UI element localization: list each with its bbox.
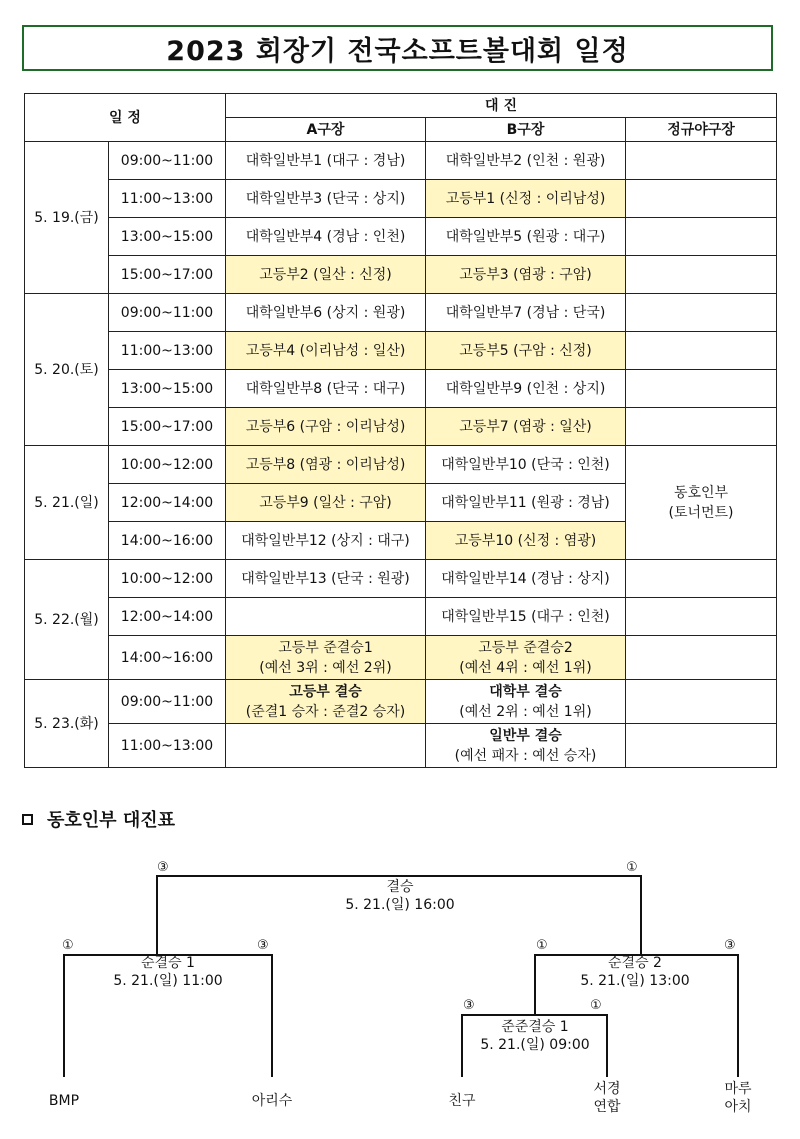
team-name: BMP <box>48 1093 80 1109</box>
date-cell: 5. 21.(일) <box>25 446 109 560</box>
team-name: 아리수 <box>251 1093 293 1109</box>
team-name: 서경 연합 <box>593 1081 621 1115</box>
page-title-text: 2023 회장기 전국소프트볼대회 일정 <box>166 35 629 67</box>
final-seed-left: ③ <box>157 860 169 875</box>
time-cell: 11:00~13:00 <box>109 724 226 768</box>
date-cell: 5. 22.(월) <box>25 560 109 680</box>
match-b-cell: 대학일반부7 (경남 : 단국) <box>426 294 626 332</box>
header-field-a: A구장 <box>226 118 426 142</box>
match-a-cell: 고등부9 (일산 : 구암) <box>226 484 426 522</box>
semi1-match-label <box>68 954 268 990</box>
semi2-seed-left: ① <box>536 938 548 953</box>
time-cell: 13:00~15:00 <box>109 218 226 256</box>
date-cell: 5. 19.(금) <box>25 142 109 294</box>
match-b-cell: 고등부1 (신정 : 이리남성) <box>426 180 626 218</box>
final-time: 5. 21.(일) 16:00 <box>345 897 455 913</box>
date-cell: 5. 20.(토) <box>25 294 109 446</box>
semi2-seed-right: ③ <box>724 938 736 953</box>
match-a-line1: 고등부 준결승1 <box>278 639 373 656</box>
match-b-cell: 대학일반부10 (단국 : 인천) <box>426 446 626 484</box>
match-b-line1: 고등부 준결승2 <box>478 639 573 656</box>
match-a-cell: 대학일반부1 (대구 : 경남) <box>226 142 426 180</box>
match-a-cell: 대학일반부3 (단국 : 상지) <box>226 180 426 218</box>
time-cell: 12:00~14:00 <box>109 598 226 636</box>
match-a-cell: 대학일반부12 (상지 : 대구) <box>226 522 426 560</box>
time-cell: 10:00~12:00 <box>109 446 226 484</box>
match-b-cell: 대학일반부9 (인천 : 상지) <box>426 370 626 408</box>
match-b-cell: 고등부10 (신정 : 염광) <box>426 522 626 560</box>
semi2-match-label <box>535 954 735 990</box>
time-cell: 11:00~13:00 <box>109 180 226 218</box>
qf-seed-left: ③ <box>463 998 475 1013</box>
match-b-cell: 대학일반부11 (원광 : 경남) <box>426 484 626 522</box>
time-cell: 09:00~11:00 <box>109 142 226 180</box>
match-b-line2: (예선 패자 : 예선 승자) <box>454 747 597 764</box>
time-cell: 10:00~12:00 <box>109 560 226 598</box>
time-cell: 09:00~11:00 <box>109 680 226 724</box>
match-b-cell: 고등부3 (염광 : 구암) <box>426 256 626 294</box>
match-a-cell: 고등부8 (염광 : 이리남성) <box>226 446 426 484</box>
time-cell: 15:00~17:00 <box>109 256 226 294</box>
header-schedule: 일 정 <box>25 94 226 142</box>
bracket-heading-text: 동호인부 대진표 <box>47 810 175 831</box>
semi1-time: 5. 21.(일) 11:00 <box>113 973 223 989</box>
match-a-cell: 고등부2 (일산 : 신정) <box>226 256 426 294</box>
match-b-line2: (예선 4위 : 예선 1위) <box>459 659 592 676</box>
time-cell: 09:00~11:00 <box>109 294 226 332</box>
semi2-label: 순결승 2 <box>608 955 662 971</box>
time-cell: 11:00~13:00 <box>109 332 226 370</box>
team-name: 마루 아치 <box>724 1081 752 1115</box>
semi1-label: 순결승 1 <box>141 955 195 971</box>
match-b-cell: 대학일반부2 (인천 : 원광) <box>426 142 626 180</box>
semi1-seed-left: ① <box>62 938 74 953</box>
match-a-cell: 고등부4 (이리남성 : 일산) <box>226 332 426 370</box>
match-b-line1: 대학부 결승 <box>489 683 562 700</box>
match-a-cell: 고등부6 (구암 : 이리남성) <box>226 408 426 446</box>
match-b-line2: (예선 2위 : 예선 1위) <box>459 703 592 720</box>
header-match: 대 진 <box>226 94 777 118</box>
match-a-line2: (예선 3위 : 예선 2위) <box>259 659 392 676</box>
time-cell: 12:00~14:00 <box>109 484 226 522</box>
match-b-cell: 고등부7 (염광 : 일산) <box>426 408 626 446</box>
match-a-cell: 대학일반부13 (단국 : 원광) <box>226 560 426 598</box>
club-division-cell: 동호인부 (토너먼트) <box>626 446 777 560</box>
time-cell: 13:00~15:00 <box>109 370 226 408</box>
match-b-cell: 대학일반부14 (경남 : 상지) <box>426 560 626 598</box>
time-cell: 15:00~17:00 <box>109 408 226 446</box>
qf-time: 5. 21.(일) 09:00 <box>480 1037 590 1053</box>
match-b-cell: 대학일반부15 (대구 : 인천) <box>426 598 626 636</box>
match-b-cell: 대학일반부5 (원광 : 대구) <box>426 218 626 256</box>
qf-label: 준준결승 1 <box>501 1019 569 1035</box>
team-name: 친구 <box>448 1093 476 1109</box>
match-a-line2: (준결1 승자 : 준결2 승자) <box>245 703 406 720</box>
qf-seed-right: ① <box>590 998 602 1013</box>
match-b-line1: 일반부 결승 <box>489 727 562 744</box>
time-cell: 14:00~16:00 <box>109 522 226 560</box>
match-a-cell: 대학일반부6 (상지 : 원광) <box>226 294 426 332</box>
semi1-seed-right: ③ <box>257 938 269 953</box>
header-field-b: B구장 <box>426 118 626 142</box>
header-field-c: 정규야구장 <box>626 118 777 142</box>
match-a-cell: 대학일반부8 (단국 : 대구) <box>226 370 426 408</box>
final-label: 결승 <box>386 879 414 895</box>
qf-match-label <box>435 1018 635 1054</box>
final-match-label <box>300 878 500 914</box>
semi2-time: 5. 21.(일) 13:00 <box>580 973 690 989</box>
final-seed-right: ① <box>626 860 638 875</box>
match-b-cell: 고등부5 (구암 : 신정) <box>426 332 626 370</box>
match-a-cell: 대학일반부4 (경남 : 인천) <box>226 218 426 256</box>
match-a-line1: 고등부 결승 <box>289 683 362 700</box>
date-cell: 5. 23.(화) <box>25 680 109 768</box>
time-cell: 14:00~16:00 <box>109 636 226 680</box>
